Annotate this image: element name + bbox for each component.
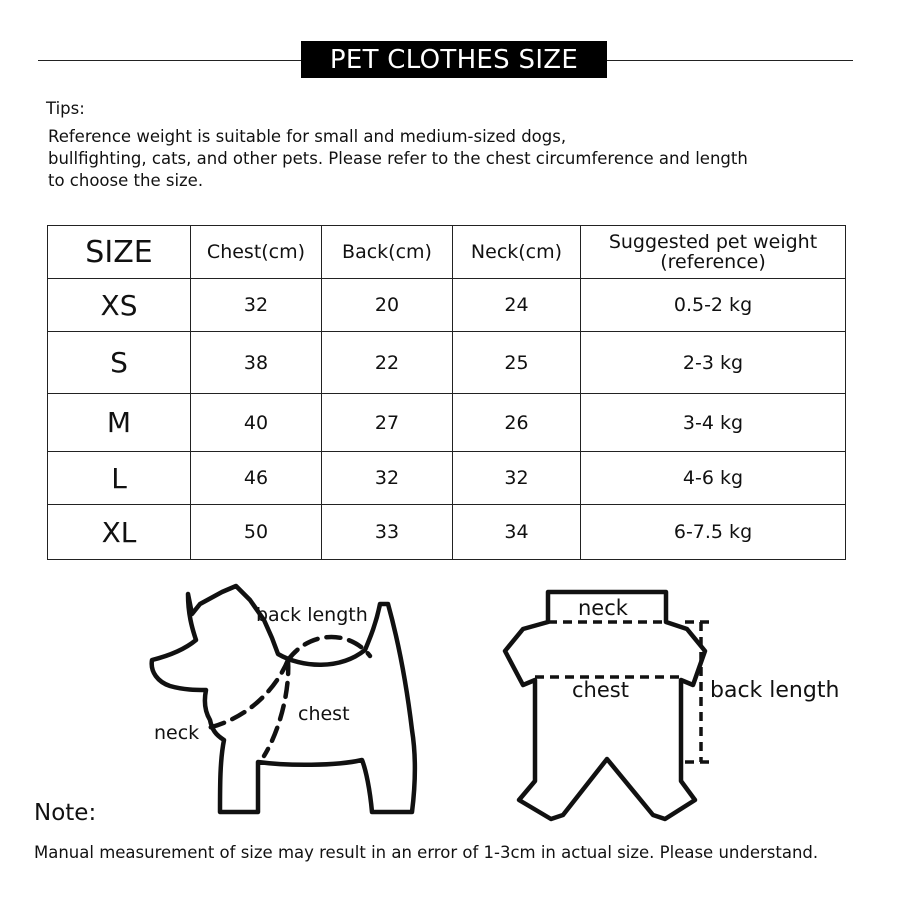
note-text: Manual measurement of size may result in an error of 1-3cm in actual size. Please understand.: [34, 843, 819, 862]
size-cell: M: [48, 394, 191, 452]
header-chest: Chest(cm): [191, 226, 322, 279]
neck-cell: 26: [453, 394, 581, 452]
table-row: [48, 505, 846, 560]
table-row: [48, 452, 846, 505]
chest-cell: 40: [191, 394, 322, 452]
back-cell: 27: [322, 394, 453, 452]
chest-cell: 50: [191, 505, 322, 560]
table-header-row: [48, 226, 846, 279]
tips-line-1: Reference weight is suitable for small and medium-sized dogs,: [48, 127, 567, 146]
table-row: [48, 394, 846, 452]
size-cell: L: [48, 452, 191, 505]
back-cell: 20: [322, 279, 453, 332]
back-cell: 32: [322, 452, 453, 505]
header-back: Back(cm): [322, 226, 453, 279]
neck-cell: 24: [453, 279, 581, 332]
weight-cell: 6-7.5 kg: [581, 505, 846, 560]
neck-cell: 25: [453, 332, 581, 394]
tips-line-2: bullfighting, cats, and other pets. Please refer to the chest circumference and length: [48, 149, 748, 168]
header-weight: [581, 226, 846, 279]
header-weight-line-2: (reference): [660, 251, 766, 273]
dog-neck-chest-dashes: [208, 660, 288, 728]
weight-cell: 4-6 kg: [581, 452, 846, 505]
weight-cell: 0.5-2 kg: [581, 279, 846, 332]
weight-cell: 3-4 kg: [581, 394, 846, 452]
garment-outline: [505, 592, 705, 819]
header-rule-right: [607, 60, 853, 61]
garment-chest-label: chest: [572, 678, 629, 702]
garment-neck-label: neck: [578, 596, 628, 620]
dog-neck-label: neck: [154, 722, 200, 744]
chest-cell: 32: [191, 279, 322, 332]
table-row: [48, 279, 846, 332]
header-size: SIZE: [48, 226, 191, 279]
note-title: Note:: [34, 800, 97, 826]
chest-cell: 46: [191, 452, 322, 505]
page-title: PET CLOTHES SIZE: [301, 41, 607, 78]
size-cell: XL: [48, 505, 191, 560]
size-cell: XS: [48, 279, 191, 332]
header-neck: Neck(cm): [453, 226, 581, 279]
dog-back-length-label: back length: [256, 604, 368, 626]
table-row: [48, 332, 846, 394]
dog-chest-dashes: [264, 660, 288, 756]
size-cell: S: [48, 332, 191, 394]
tips-label: Tips:: [46, 99, 85, 118]
back-cell: 33: [322, 505, 453, 560]
tips-text: [48, 126, 848, 192]
header-weight-line-1: Suggested pet weight: [608, 231, 818, 253]
weight-cell: 2-3 kg: [581, 332, 846, 394]
header-rule-left: [38, 60, 301, 61]
back-cell: 22: [322, 332, 453, 394]
neck-cell: 34: [453, 505, 581, 560]
size-table: [47, 225, 846, 560]
garment-back-length-label: back length: [710, 678, 840, 703]
dog-chest-label: chest: [298, 703, 350, 725]
tips-line-3: to choose the size.: [48, 171, 204, 190]
garment-illustration: [495, 585, 720, 825]
neck-cell: 32: [453, 452, 581, 505]
chest-cell: 38: [191, 332, 322, 394]
